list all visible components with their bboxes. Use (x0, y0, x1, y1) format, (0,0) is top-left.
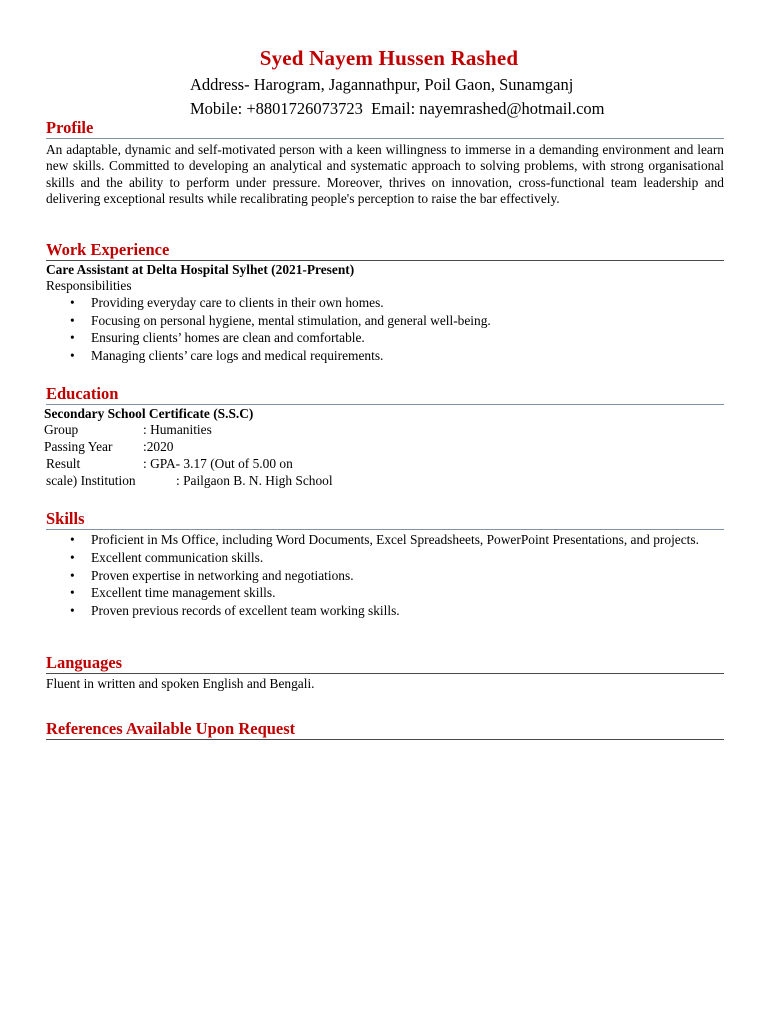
list-item: • Providing everyday care to clients in their own homes. (70, 295, 384, 310)
list-item: • Excellent time management skills. (70, 585, 276, 601)
passing-year-label: Passing Year (44, 439, 113, 454)
group-label: Group (44, 422, 79, 437)
responsibilities-label: Responsibilities (46, 278, 132, 293)
skills-heading: Skills (46, 509, 724, 530)
job-title: Care Assistant at Delta Hospital Sylhet (2021-Present) (46, 262, 355, 277)
address-line: Address- Harogram, Jagannathpur, Poil Gaon, Sunamganj (190, 75, 574, 94)
list-item: • Ensuring clients’ homes are clean and comfortable. (70, 330, 365, 345)
list-item: • Focusing on personal hygiene, mental stimulation, and general well-being. (70, 312, 491, 328)
list-item: • Proficient in Ms Office, including Word Documents, Excel Spreadsheets, PowerPoint Presentations, and projects. (70, 532, 699, 547)
languages-text: Fluent in written and spoken English and Bengali. (46, 676, 315, 691)
list-item: • Proven previous records of excellent team working skills. (70, 602, 400, 618)
list-item: • Managing clients’ care logs and medical requirements. (70, 347, 384, 363)
bullet-icon: • (70, 567, 75, 583)
candidate-name: Syed Nayem Hussen Rashed (259, 46, 519, 70)
list-item: • Proven expertise in networking and negotiations. (70, 567, 354, 583)
bullet-icon: • (70, 550, 75, 566)
bullet-icon: • (70, 295, 75, 310)
institution-label: scale) Institution (46, 473, 136, 488)
profile-text: An adaptable, dynamic and self-motivated person with a keen willingness to immerse in a demanding environment and learn new skills. Committed to developing an analytical and systematic approach to solving problems, with strong organisational skills and the ability to perform under pressure. Moreover, thrives on innovation, cross-functional team leadership and delivering exceptional results while recalibrating people's perception to raise the bar effectively. (46, 142, 724, 207)
bullet-icon: • (70, 602, 75, 618)
skills-list (46, 532, 724, 619)
education-heading: Education (46, 384, 724, 405)
bullet-icon: • (70, 312, 75, 328)
responsibilities-list (46, 294, 724, 364)
bullet-icon: • (70, 585, 75, 601)
profile-heading: Profile (46, 118, 724, 139)
result-value: : GPA- 3.17 (Out of 5.00 on (143, 456, 293, 471)
institution-value: : Pailgaon B. N. High School (176, 473, 333, 488)
result-label: Result (46, 456, 81, 471)
references-heading: References Available Upon Request (46, 719, 724, 740)
list-item: • Excellent communication skills. (70, 550, 264, 566)
bullet-icon: • (70, 347, 75, 363)
group-value: : Humanities (143, 422, 212, 437)
languages-heading: Languages (46, 653, 724, 674)
passing-year-value: :2020 (143, 439, 174, 454)
degree-title: Secondary School Certificate (S.S.C) (44, 406, 254, 421)
contact-line: Mobile: +8801726073723 Email: nayemrashed@hotmail.com (190, 99, 605, 118)
work-experience-heading: Work Experience (46, 240, 724, 261)
bullet-icon: • (70, 532, 75, 547)
bullet-icon: • (70, 330, 75, 345)
